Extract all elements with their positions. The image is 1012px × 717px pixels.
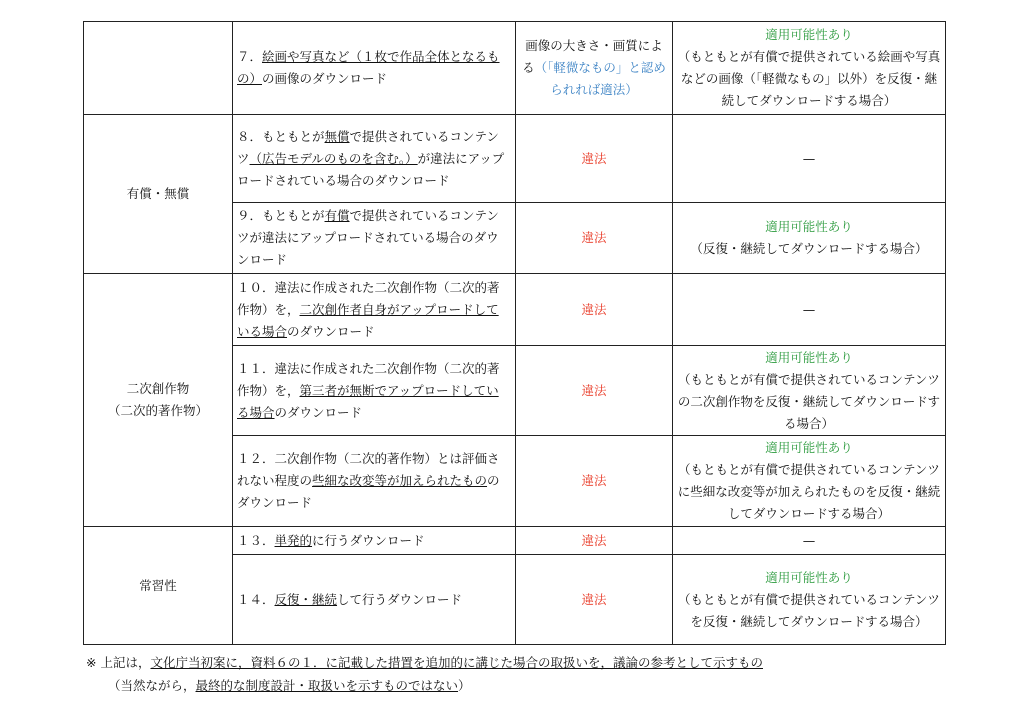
footnote-line-1: ※ 上記は，文化庁当初案に，資料６の１．に記載した措置を追加的に講じた場合の取扱いを，議論の参考として示すもの [86, 655, 763, 670]
rules-table [83, 21, 946, 645]
category-habitual: 常習性 [84, 527, 233, 645]
item-cell-9: ９．もともとが有償で提供されているコンテンツが違法にアップロードされている場合のダウンロード [233, 203, 516, 274]
applicability-label: 適用可能性あり [765, 440, 853, 455]
item-cell-13: １３．単発的に行うダウンロード [233, 527, 516, 555]
applicability-label: 適用可能性あり [765, 27, 853, 42]
note-cell-10: — [673, 274, 946, 346]
table-row [84, 22, 946, 115]
note-cell-13: — [673, 527, 946, 555]
item-cell-8: ８．もともとが無償で提供されているコンテンツ（広告モデルのものを含む。）が違法にアップロードされている場合のダウンロード [233, 115, 516, 203]
note-cell-12 [673, 436, 946, 527]
applicability-detail: （もともとが有償で提供されているコンテンツの二次創作物を反復・継続してダウンロードする場合） [677, 371, 941, 431]
applicability-label: 適用可能性あり [765, 219, 853, 234]
item-cell-10: １０．違法に作成された二次創作物（二次的著作物）を，二次創作者自身がアップロードしている場合のダウンロード [233, 274, 516, 346]
illegal-label: 違法 [516, 115, 673, 203]
note-cell-8: — [673, 115, 946, 203]
illegal-label: 違法 [516, 527, 673, 555]
illegal-label: 違法 [516, 555, 673, 645]
item-cell-7: ７．絵画や写真など（１枚で作品全体となるもの）の画像のダウンロード [233, 22, 516, 115]
item-cell-14: １４．反復・継続して行うダウンロード [233, 555, 516, 645]
footnote [86, 651, 986, 697]
table-row [84, 115, 946, 203]
applicability-label: 適用可能性あり [765, 349, 853, 365]
applicability-detail: （反復・継続してダウンロードする場合） [690, 241, 928, 256]
note-cell-7 [673, 22, 946, 115]
underlined-text: 絵画や写真など（１枚で作品全体となるもの） [237, 49, 500, 86]
size-cell-7: 画像の大きさ・画質による（「軽微なもの」と認められれば適法） [516, 22, 673, 115]
item-cell-11: １１．違法に作成された二次創作物（二次的著作物）を，第三者が無断でアップロードしている場合のダウンロード [233, 346, 516, 436]
illegal-label: 違法 [516, 346, 673, 436]
footnote-line-2: （当然ながら，最終的な制度設計・取扱いを示すものではない） [108, 678, 471, 693]
illegal-label: 違法 [516, 203, 673, 274]
illegal-label: 違法 [516, 436, 673, 527]
note-cell-9 [673, 203, 946, 274]
applicability-detail: （もともとが有償で提供されている絵画や写真などの画像（「軽微なもの」以外）を反復・継続してダウンロードする場合） [677, 49, 941, 108]
item-cell-12: １２．二次創作物（二次的著作物）とは評価されない程度の些細な改変等が加えられたもののダウンロード [233, 436, 516, 527]
category-cell-empty [84, 22, 233, 115]
table-row [84, 527, 946, 555]
legal-if-minor-text: （「軽微なもの」と認められれば適法） [534, 60, 666, 97]
illegal-label: 違法 [516, 274, 673, 346]
note-cell-11 [673, 346, 946, 436]
table-row [84, 274, 946, 346]
applicability-label: 適用可能性あり [765, 569, 853, 585]
applicability-detail: （もともとが有償で提供されているコンテンツを反復・継続してダウンロードする場合） [678, 591, 940, 629]
applicability-detail: （もともとが有償で提供されているコンテンツに些細な改変等が加えられたものを反復・継続してダウンロードする場合） [677, 462, 941, 521]
category-derivative: 二次創作物 （二次的著作物） [84, 274, 233, 527]
category-paid-free: 有償・無償 [84, 115, 233, 274]
note-cell-14 [673, 555, 946, 645]
